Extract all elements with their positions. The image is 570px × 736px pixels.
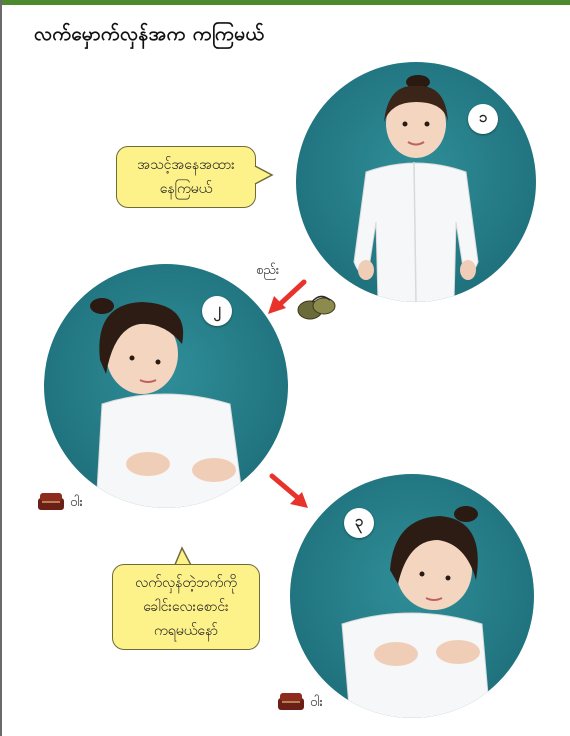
page-title: လက်မှောက်လှန်အက ကကြမယ် (34, 23, 265, 45)
speech-bubble-ready (116, 146, 256, 208)
step-1-photo (296, 62, 536, 302)
bubble-line: လက်လှန်တဲ့ဘက်ကို (135, 575, 237, 591)
speech-bubble-tilt (112, 564, 260, 650)
left-rule (0, 0, 2, 736)
bubble-line: အသင့်အနေအထား (137, 157, 235, 173)
bubble-line: ခေါင်းလေးစောင်း (143, 599, 229, 615)
top-rule (0, 0, 570, 5)
step-2-photo (44, 264, 288, 508)
bubble-tail (254, 164, 274, 186)
clapper-icon (36, 490, 66, 514)
step-number-badge: ၁ (468, 104, 498, 134)
arrow-down-right-icon (268, 472, 314, 512)
clapper-icon (276, 690, 306, 714)
child-head-tilt-illustration (290, 474, 534, 718)
bubble-line: နေကြမယ် (159, 181, 213, 197)
step-number-badge: ၂ (202, 296, 232, 326)
step-3-photo (290, 474, 534, 718)
child-standing-illustration (296, 62, 536, 302)
cue-beat-label: ဝါး (70, 495, 83, 510)
bubble-line: ကရမယ်နော် (154, 623, 218, 639)
cymbals-icon (296, 292, 338, 322)
cue-snare-label: စည်း (256, 263, 280, 278)
cue-beat-label: ဝါး (310, 695, 323, 710)
child-palms-up-illustration (44, 264, 288, 508)
step-number-badge: ၃ (344, 508, 374, 538)
